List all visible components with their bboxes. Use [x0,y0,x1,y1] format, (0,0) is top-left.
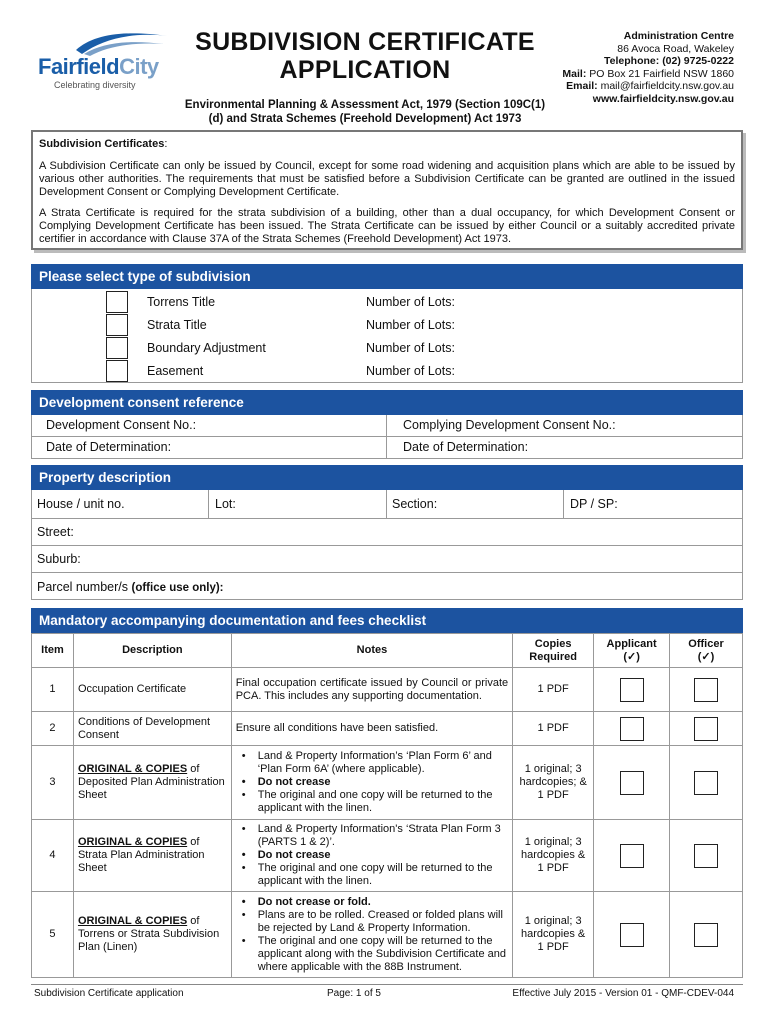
item-notes [231,820,512,892]
property-row-divider-1 [31,518,743,519]
intro-heading-colon: : [164,138,168,150]
easement-checkbox[interactable] [106,360,128,382]
note-bullet: • Land & Property Information's ‘Strata Plan Form 3 (PARTS 1 & 2)’. [236,823,508,849]
col-header-description: Description [73,634,231,668]
description-text: Conditions of Development Consent [77,715,211,741]
col-header-copies: Copies Required [513,634,594,668]
consent-col-divider [386,415,387,459]
item-number: 4 [32,820,74,892]
mail-value: PO Box 21 Fairfield NSW 1860 [589,67,734,80]
description-emphasis: ORIGINAL & COPIES [77,915,188,927]
admin-contact-block [534,30,734,106]
item-description [73,668,231,712]
officer-checkbox[interactable] [694,923,718,947]
officer-header-label: Officer [688,638,724,650]
easement-label: Easement [147,364,204,378]
email-link[interactable]: mail@fairfieldcity.nsw.gov.au [600,80,734,93]
property-col-divider-3 [563,490,564,518]
note-bullet: • The original and one copy will be returned to the applicant along with the Subdivision Certificate and where applicable with the 88B Instrument. [236,935,508,974]
footer-version: Effective July 2015 - Version 01 - QMF-CDEV-044 [512,988,734,999]
parcel-office-note: (office use only): [131,582,224,594]
item-description [73,820,231,892]
applicant-tick-label: (✓) [623,650,640,663]
applicant-header-label: Applicant [606,638,657,650]
applicant-checkbox[interactable] [620,678,644,702]
date-of-determination-field-2[interactable]: Date of Determination: [403,440,529,454]
item-description [73,892,231,978]
parcel-label: Parcel number/s [37,580,129,594]
item-notes: Final occupation certificate issued by Council or private PCA. This includes any supporting documentation. [231,668,512,712]
applicant-checkbox[interactable] [620,717,644,741]
item-notes [231,892,512,978]
section-development-consent: Development consent reference [31,390,743,415]
item-number: 5 [32,892,74,978]
note-bullet: • Do not crease [236,776,508,789]
admin-address: 86 Avoca Road, Wakeley [617,42,734,55]
col-header-applicant [594,634,670,668]
officer-cell [670,668,743,712]
property-row-divider-2 [31,545,743,546]
officer-checkbox[interactable] [694,717,718,741]
officer-tick-label: (✓) [697,650,715,663]
description-emphasis: ORIGINAL & COPIES [77,836,188,848]
item-number: 2 [32,712,74,746]
description-text: of Strata Plan Administration Sheet [77,836,205,874]
telephone-label: Telephone: [604,55,660,68]
email-label: Email: [566,80,598,93]
officer-checkbox[interactable] [694,844,718,868]
item-notes [231,746,512,820]
applicant-checkbox[interactable] [620,771,644,795]
table-header-row [32,634,743,668]
section-checklist: Mandatory accompanying documentation and fees checklist [31,608,743,633]
note-bullet: • The original and one copy will be returned to the applicant with the linen. [236,789,508,815]
description-text: of Deposited Plan Administration Sheet [77,763,225,801]
copies-required: 1 PDF [513,668,594,712]
section-property-description: Property description [31,465,743,490]
footer-divider [31,984,743,985]
copies-required: 1 original; 3 hardcopies & 1 PDF [513,820,594,892]
dp-sp-field[interactable]: DP / SP: [570,497,618,511]
boundary-adjustment-label: Boundary Adjustment [147,341,266,355]
property-row-divider-3 [31,572,743,573]
torrens-lots-label: Number of Lots: [366,295,455,309]
col-header-officer [670,634,743,668]
item-number: 1 [32,668,74,712]
applicant-cell [594,746,670,820]
copies-required: 1 original; 3 hardcopies; & 1 PDF [513,746,594,820]
title-line-1: SUBDIVISION CERTIFICATE [195,28,535,56]
section-field[interactable]: Section: [392,497,438,511]
officer-checkbox[interactable] [694,771,718,795]
street-field[interactable]: Street: [37,525,74,539]
easement-lots-label: Number of Lots: [366,364,455,378]
applicant-cell [594,668,670,712]
table-row [32,712,743,746]
table-row [32,892,743,978]
officer-cell [670,712,743,746]
development-consent-no-field[interactable]: Development Consent No.: [46,418,197,432]
boundary-lots-label: Number of Lots: [366,341,455,355]
title-line-2: APPLICATION [279,56,451,84]
note-bullet: • Do not crease [236,849,508,862]
lot-field[interactable]: Lot: [215,497,236,511]
website-link[interactable]: www.fairfieldcity.nsw.gov.au [592,92,734,105]
strata-title-checkbox[interactable] [106,314,128,336]
intro-paragraph-1: A Subdivision Certificate can only be issued by Council, except for some road widening and acquisition plans which are able to be issued by various other authorities. The requirements that must be satisfied before a Subdivision Certificate can be granted are outlined in the issued Development Consent or Complying Development Certificate. [39,160,735,198]
item-description [73,746,231,820]
col-header-notes: Notes [231,634,512,668]
table-row [32,668,743,712]
footer-page-number: Page: 1 of 5 [327,988,381,999]
applicant-checkbox[interactable] [620,923,644,947]
table-row [32,746,743,820]
officer-checkbox[interactable] [694,678,718,702]
applicant-checkbox[interactable] [620,844,644,868]
suburb-field[interactable]: Suburb: [37,552,81,566]
property-col-divider-1 [208,490,209,518]
admin-heading: Administration Centre [623,30,734,42]
intro-heading: Subdivision Certificates [39,138,165,150]
note-bullet: • Land & Property Information’s ‘Plan Form 6’ and ‘Plan Form 6A’ (where applicable). [236,750,508,776]
boundary-adjustment-checkbox[interactable] [106,337,128,359]
table-row [32,820,743,892]
parcel-number-field[interactable] [37,580,224,594]
copies-required: 1 original; 3 hardcopies & 1 PDF [513,892,594,978]
strata-title-label: Strata Title [147,318,207,332]
officer-cell [670,892,743,978]
strata-lots-label: Number of Lots: [366,318,455,332]
note-bullet: • Plans are to be rolled. Creased or folded plans will be rejected by Land & Property Information. [236,909,508,935]
description-emphasis: ORIGINAL & COPIES [77,763,188,775]
applicant-cell [594,820,670,892]
officer-cell [670,746,743,820]
officer-cell [670,820,743,892]
documentation-checklist-table [31,633,743,978]
form-subtitle: Environmental Planning & Assessment Act, 1979 (Section 109C(1)(d) and Strata Schemes (Freehold Development) Act 1973 [184,99,546,125]
form-title [180,28,550,126]
torrens-title-checkbox[interactable] [106,291,128,313]
telephone-value: (02) 9725-0222 [662,55,734,68]
applicant-cell [594,712,670,746]
intro-paragraph-2: A Strata Certificate is required for the strata subdivision of a building, other than a dual occupancy, for which Development Consent or Complying Development Certificate has been issued. The Strata Certificate can be issued by either Council or a suitably accredited private certifier in accordance with Clause 37A of the Strata Schemes (Freehold Development) Act 1973. [39,207,735,245]
mail-label: Mail: [562,67,587,80]
section-subdivision-type: Please select type of subdivision [31,264,743,289]
item-number: 3 [32,746,74,820]
fairfield-city-logo [34,26,174,88]
description-text: of Torrens or Strata Subdivision Plan (Linen) [77,915,220,953]
property-col-divider-2 [386,490,387,518]
complying-consent-no-field[interactable]: Complying Development Consent No.: [403,418,616,432]
item-notes: Ensure all conditions have been satisfied. [231,712,512,746]
note-bullet: • The original and one copy will be returned to the applicant with the linen. [236,862,508,888]
logo-wordmark: FairfieldCity [38,54,159,79]
torrens-title-label: Torrens Title [147,295,216,309]
item-description [73,712,231,746]
house-unit-field[interactable]: House / unit no. [37,497,125,511]
consent-row-divider [31,436,743,437]
intro-box [31,130,743,250]
applicant-cell [594,892,670,978]
date-of-determination-field-1[interactable]: Date of Determination: [46,440,172,454]
logo-tagline: Celebrating diversity [54,80,136,90]
footer-document-name: Subdivision Certificate application [34,988,184,999]
description-text: Occupation Certificate [77,683,187,695]
note-bullet: • Do not crease or fold. [236,896,508,909]
col-header-item: Item [32,634,74,668]
copies-required: 1 PDF [513,712,594,746]
